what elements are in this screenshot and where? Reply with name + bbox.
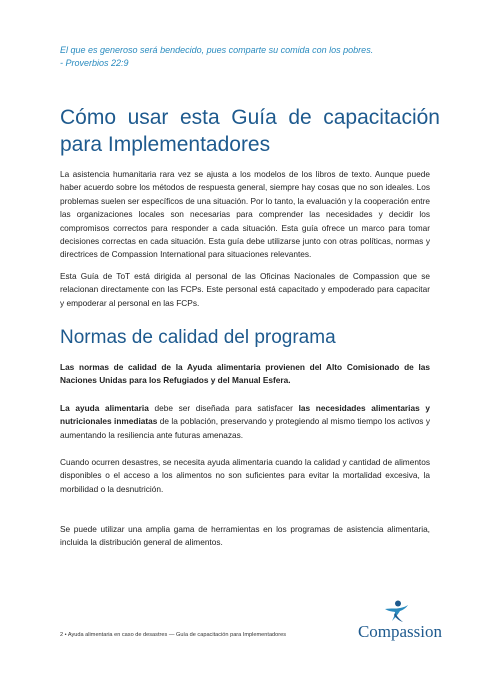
compassion-logo bbox=[344, 600, 444, 648]
paragraph-humanitarian-assistance: La asistencia humanitaria rara vez se ajusta a los modelos de los libros de texto. Aunque puede haber acuerdo sobre los métodos de respuesta general, siempre hay cosas que no son ideales. Los problemas suelen ser específicos de una situación. Por lo tanto, la evaluación y la cooperación entre las organizaciones locales son necesarias para comprender las necesidades y decidir los compromisos correctos para responder a cada situación. Esta guía ofrece un marco para tomar decisiones correctas en cada situación. Esta guía debe utilizarse junto con otras políticas, normas y directrices de Compassion International para situaciones relevantes. bbox=[60, 169, 430, 260]
quote-reference: - Proverbios 22:9 bbox=[60, 58, 129, 68]
paragraph-when-disasters-occur: Cuando ocurren desastres, se necesita ayuda alimentaria cuando la calidad y cantidad de alimentos disponibles o el acceso a los alimentos no son suficientes para evitar la mortalidad excesiva, la morbilidad o la desnutrición. bbox=[60, 457, 430, 494]
compassion-wordmark: Compassion bbox=[357, 622, 442, 641]
paragraph-assistance-tools: Se puede utilizar una amplia gama de herramientas en los programas de asistencia alimentaria, incluida la distribución general de alimentos. bbox=[60, 524, 430, 548]
text-designed-to: debe ser diseñada para satisfacer bbox=[148, 403, 299, 413]
bold-immediate-needs: las necesidades alimentarias y nutricionales inmediatas bbox=[60, 403, 430, 427]
page-footer: 2 • Ayuda alimentaria en caso de desastres — Guía de capacitación para Implementadores bbox=[60, 632, 287, 638]
section-title-guide-usage: Cómo usar esta Guía de capacitación para Implementadores bbox=[60, 106, 440, 156]
epigraph-quote bbox=[60, 44, 440, 70]
section-title-quality-standards: Normas de calidad del programa bbox=[60, 327, 336, 348]
paragraph-standards-source: Las normas de calidad de la Ayuda alimentaria provienen del Alto Comisionado de las Naciones Unidas para los Refugiados y del Manual Esfera. bbox=[60, 362, 430, 386]
bold-food-aid: La ayuda alimentaria bbox=[60, 403, 149, 413]
paragraph-tot-guide-audience: Esta Guía de ToT está dirigida al personal de las Oficinas Nacionales de Compassion que se relacionan directamente con las FCPs. Este personal está capacitado y empoderado para capacitar y empoderar al personal en las FCPs. bbox=[60, 271, 430, 308]
compassion-figure-icon bbox=[382, 600, 410, 624]
paragraph-food-aid-design bbox=[60, 402, 430, 442]
quote-text: El que es generoso será bendecido, pues comparte su comida con los pobres. bbox=[60, 45, 374, 55]
text-population-assets: de la población, preservando y protegiendo al mismo tiempo los activos y aumentando la resiliencia ante futuras amenazas. bbox=[60, 416, 430, 440]
